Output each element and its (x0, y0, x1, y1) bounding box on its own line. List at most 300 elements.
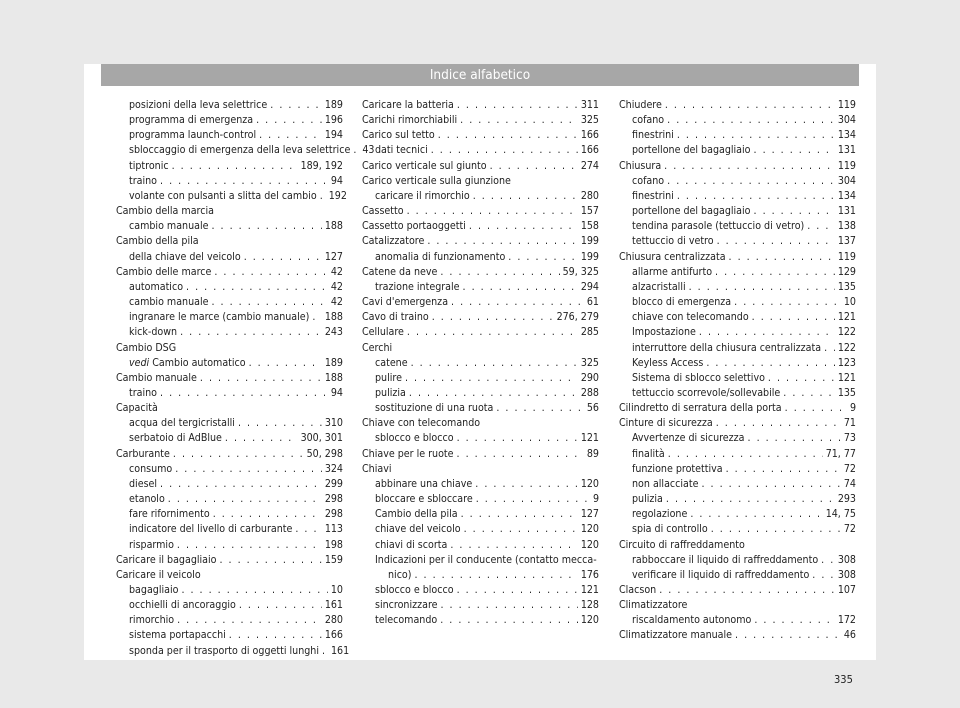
index-subentry (116, 174, 343, 189)
dot-leader (666, 492, 835, 507)
entry-term (129, 522, 292, 537)
index-heading (362, 310, 599, 325)
entry-term (632, 356, 703, 371)
entry-term (632, 325, 696, 340)
entry-text: Climatizzatore (619, 599, 688, 612)
entry-text: abbinare una chiave (375, 477, 473, 490)
page-ref: 199 (580, 250, 599, 263)
page-ref: 42 (330, 280, 343, 293)
dot-leader (440, 265, 559, 280)
page-ref: 122 (837, 341, 856, 354)
index-subentry (362, 431, 599, 446)
index-subentry (619, 174, 856, 189)
index-subentry (362, 356, 599, 371)
dot-leader (414, 568, 577, 583)
dot-leader (409, 386, 578, 401)
entry-text: serbatoio di AdBlue (129, 432, 222, 445)
index-subentry (116, 219, 343, 234)
entry-text: Caricare il veicolo (116, 568, 201, 581)
entry-text: riscaldamento autonomo (632, 614, 752, 627)
entry-term (632, 522, 708, 537)
entry-term (129, 628, 226, 643)
page-ref: 119 (837, 99, 856, 111)
entry-text: Avvertenze di sicurezza (632, 432, 745, 445)
page-ref: 274 (580, 159, 599, 172)
index-heading (116, 371, 343, 386)
entry-text: Chiave per le ruote (362, 447, 454, 460)
dot-leader (160, 477, 322, 492)
entry-term (129, 143, 350, 158)
entry-text: ingranare le marce (cambio manuale) (129, 311, 310, 324)
dot-leader (220, 553, 322, 568)
entry-text: Carburante (116, 447, 170, 460)
entry-term (362, 128, 435, 143)
entry-text: pulizia (375, 386, 406, 399)
entry-term (129, 159, 169, 174)
index-subentry (362, 371, 599, 386)
entry-term (632, 143, 751, 158)
index-subentry (116, 628, 343, 643)
entry-term (129, 507, 210, 522)
entry-text: automatico (129, 280, 184, 293)
dot-leader (229, 628, 322, 643)
entry-term (619, 250, 726, 265)
index-subentry (619, 325, 856, 340)
page-ref: 300, 301 (300, 432, 343, 445)
index-subentry (116, 159, 343, 174)
entry-text: programma launch-control (129, 129, 257, 142)
index-subentry (619, 371, 856, 386)
entry-text: nico) (388, 568, 412, 581)
page-ref: 310 (324, 417, 343, 430)
entry-text: Catalizzatore (362, 235, 425, 248)
entry-term (632, 310, 749, 325)
entry-term (632, 189, 674, 204)
entry-text: Impostazione (632, 326, 696, 339)
page-ref: 42 (330, 296, 343, 309)
entry-term (632, 553, 818, 568)
index-heading (619, 159, 856, 174)
page-ref: 119 (837, 250, 856, 263)
index-subentry (362, 143, 599, 158)
index-heading (619, 401, 856, 416)
dot-leader (824, 341, 835, 356)
entry-term (362, 113, 457, 128)
dot-leader (717, 234, 835, 249)
index-subentry (619, 447, 856, 462)
page-ref: 73 (843, 432, 856, 445)
page-ref: 120 (580, 614, 599, 627)
entry-text: sblocco e blocco (375, 432, 454, 445)
entry-term (619, 401, 782, 416)
dot-leader (213, 507, 322, 522)
page-ref: 59, 325 (562, 265, 599, 278)
index-heading (362, 462, 599, 477)
index-column-3 (619, 98, 856, 644)
dot-leader (690, 507, 822, 522)
entry-term (362, 234, 424, 249)
entry-term (632, 371, 765, 386)
index-heading (362, 204, 599, 219)
index-subentry (619, 265, 856, 280)
index-heading (362, 174, 599, 189)
entry-term (375, 598, 438, 613)
index-heading (362, 341, 599, 356)
entry-term (129, 431, 222, 446)
page-ref: 189 (324, 356, 343, 369)
page-ref: 137 (837, 235, 856, 248)
page-ref: 123 (837, 356, 856, 369)
page-ref: 119 (837, 159, 856, 172)
page-ref: 121 (837, 311, 856, 324)
index-subentry (619, 204, 856, 219)
page-ref: 10 (330, 584, 343, 596)
page-ref: 298 (324, 508, 343, 521)
page-header (101, 64, 859, 86)
page-ref: 122 (837, 326, 856, 339)
dot-leader (450, 538, 577, 553)
dot-leader (440, 613, 578, 628)
index-heading (362, 295, 599, 310)
index-heading (619, 598, 856, 613)
entry-text: Chiusura (619, 159, 662, 172)
entry-text: cambio manuale (129, 296, 209, 309)
dot-leader (821, 553, 835, 568)
dot-leader (214, 265, 328, 280)
dot-leader (702, 477, 841, 492)
index-subentry (116, 462, 343, 477)
entry-term (619, 98, 662, 113)
index-subentry (116, 598, 343, 613)
index-subentry (116, 280, 343, 295)
entry-text: Indicazioni per il conducente (contatto mecca- (375, 553, 597, 566)
index-heading (619, 583, 856, 598)
entry-term (362, 265, 437, 280)
entry-term (362, 447, 454, 462)
index-subentry (116, 295, 343, 310)
index-heading (116, 204, 343, 219)
entry-text: Caricare la batteria (362, 99, 454, 111)
index-heading (619, 250, 856, 265)
page-ref: 127 (580, 508, 599, 521)
dot-leader (322, 644, 328, 659)
page-ref: 158 (580, 220, 599, 233)
index-heading (116, 553, 343, 568)
index-subentry (116, 325, 343, 340)
entry-text: cambio manuale (129, 220, 209, 233)
page-title: Indice alfabetico (429, 67, 531, 83)
index-subentry (116, 492, 343, 507)
entry-text: portellone del bagagliaio (632, 144, 751, 157)
entry-text: etanolo (129, 493, 165, 506)
dot-leader (754, 613, 834, 628)
page-ref: 308 (837, 553, 856, 566)
entry-term (116, 553, 217, 568)
entry-text: finestrini (632, 129, 674, 142)
page-ref: 120 (580, 523, 599, 536)
index-subentry (619, 553, 856, 568)
dot-leader (211, 219, 321, 234)
index-subentry (619, 280, 856, 295)
entry-text: programma di emergenza (129, 114, 254, 127)
index-heading (116, 447, 343, 462)
entry-text: risparmio (129, 538, 174, 551)
index-subentry (116, 613, 343, 628)
page-ref: 176 (580, 568, 599, 581)
index-subentry (116, 538, 343, 553)
entry-text: posizioni della leva selettrice (129, 99, 268, 111)
dot-leader (464, 522, 578, 537)
entry-term (116, 371, 197, 386)
dot-leader (431, 143, 578, 158)
index-subentry (116, 356, 343, 371)
dot-leader (812, 568, 835, 583)
index-subentry (116, 522, 343, 537)
entry-term (632, 386, 780, 401)
entry-term (632, 295, 731, 310)
entry-term (632, 462, 723, 477)
entry-term (388, 568, 411, 583)
page-ref: 107 (837, 584, 856, 596)
dot-leader (270, 98, 322, 113)
page-ref: 14, 75 (825, 508, 856, 521)
entry-term (632, 204, 751, 219)
entry-text: rimorchio (129, 614, 175, 627)
dot-leader (473, 189, 578, 204)
entry-text: Cilindretto di serratura della porta (619, 402, 782, 415)
entry-text: Chiudere (619, 99, 662, 111)
dot-leader (259, 128, 322, 143)
index-subentry (362, 553, 599, 568)
dot-leader (457, 431, 578, 446)
dot-leader (783, 386, 835, 401)
page-ref: 188 (324, 311, 343, 324)
entry-text: sbloccaggio di emergenza della leva selettrice (129, 144, 351, 157)
page-ref: 120 (580, 477, 599, 490)
index-heading (116, 234, 343, 249)
page-ref: 189, 192 (300, 159, 343, 172)
index-subentry (362, 477, 599, 492)
entry-text: finestrini (632, 189, 674, 202)
page-ref: 94 (330, 174, 343, 187)
entry-term (632, 492, 663, 507)
entry-text: sblocco e blocco (375, 584, 454, 596)
index-subentry (362, 568, 599, 583)
page-ref: 159 (324, 553, 343, 566)
entry-text: Climatizzatore manuale (619, 629, 733, 642)
entry-term (129, 325, 177, 340)
page-ref: 9 (849, 402, 856, 415)
entry-term (375, 492, 473, 507)
dot-leader (689, 280, 835, 295)
page-ref: 71 (843, 417, 856, 430)
page-ref: 157 (580, 205, 599, 218)
entry-term (129, 538, 174, 553)
index-subentry (116, 113, 343, 128)
entry-term (632, 174, 664, 189)
page-ref: 121 (580, 584, 599, 596)
entry-term (362, 310, 429, 325)
dot-leader (225, 431, 298, 446)
index-subentry (619, 568, 856, 583)
entry-text: blocco di emergenza (632, 296, 732, 309)
entry-term (129, 598, 236, 613)
entry-text: Cavi d'emergenza (362, 296, 449, 309)
page-ref: 46 (843, 629, 856, 642)
dot-leader (463, 280, 578, 295)
index-heading (116, 341, 343, 356)
entry-text: Circuito di raffreddamento (619, 538, 745, 551)
entry-text: Cambio delle marce (116, 265, 212, 278)
entry-text: Cambio automatico (149, 356, 246, 369)
page-ref: 161 (324, 599, 343, 612)
page-ref: 129 (837, 265, 856, 278)
dot-leader (667, 174, 835, 189)
page-number: 335 (834, 673, 853, 686)
dot-leader (200, 371, 322, 386)
dot-leader (475, 477, 578, 492)
entry-text: verificare il liquido di raffreddamento (632, 568, 810, 581)
page-ref: 243 (324, 326, 343, 339)
index-subentry (619, 128, 856, 143)
dot-leader (754, 204, 835, 219)
entry-text: caricare il rimorchio (375, 189, 470, 202)
page-ref: 293 (837, 493, 856, 506)
entry-term (632, 507, 687, 522)
entry-term (129, 98, 267, 113)
page-ref: 43 (362, 144, 375, 157)
entry-text: bloccare e sbloccare (375, 493, 473, 506)
dot-leader (490, 159, 578, 174)
entry-term (619, 416, 713, 431)
index-column-1 (116, 98, 375, 659)
page-ref: 134 (837, 189, 856, 202)
dot-leader (181, 583, 327, 598)
page-ref: 276, 279 (556, 311, 599, 324)
page-ref: 189 (324, 99, 343, 111)
page-ref: 134 (837, 129, 856, 142)
entry-text: Cassetto portaoggetti (362, 220, 466, 233)
page-ref: 304 (837, 114, 856, 127)
entry-term (129, 113, 253, 128)
entry-text: Cambio della pila (375, 508, 458, 521)
entry-text: sponda per il trasporto di oggetti lunghi (129, 644, 319, 657)
page-ref: 285 (580, 326, 599, 339)
dot-leader (438, 128, 578, 143)
page-ref: 280 (324, 614, 343, 627)
entry-text: interruttore della chiusura centralizzata (632, 341, 822, 354)
index-subentry (362, 492, 599, 507)
page-ref: 198 (324, 538, 343, 551)
entry-text: volante con pulsanti a slitta del cambio (129, 189, 317, 202)
entry-term (116, 265, 211, 280)
entry-term (375, 356, 408, 371)
index-subentry (619, 143, 856, 158)
dot-leader (457, 583, 578, 598)
page-ref: 135 (837, 280, 856, 293)
entry-text: Catene da neve (362, 265, 438, 278)
dot-leader (715, 265, 835, 280)
entry-text: Cambio della marcia (116, 205, 214, 218)
entry-text: kick-down (129, 326, 178, 339)
dot-leader (807, 219, 835, 234)
index-heading (362, 113, 599, 128)
entry-term (375, 538, 447, 553)
index-subentry (619, 507, 856, 522)
index-subentry (619, 310, 856, 325)
page-ref: 89 (586, 447, 599, 460)
dot-leader (659, 583, 835, 598)
dot-leader (457, 98, 578, 113)
entry-text: catene (375, 356, 408, 369)
page-ref: 325 (580, 114, 599, 127)
page-ref: 280 (580, 189, 599, 202)
page-ref: 120 (580, 538, 599, 551)
entry-text: regolazione (632, 508, 688, 521)
dot-leader (411, 356, 578, 371)
entry-term (375, 280, 460, 295)
page-ref: 127 (324, 250, 343, 263)
dot-leader (407, 204, 578, 219)
index-subentry (619, 219, 856, 234)
entry-term (129, 128, 256, 143)
page-ref: 50, 298 (306, 447, 343, 460)
index-subentry (116, 477, 343, 492)
index-heading (116, 265, 343, 280)
dot-leader (177, 538, 322, 553)
index-subentry (619, 234, 856, 249)
entry-term (129, 644, 319, 659)
index-subentry (116, 310, 343, 325)
index-subentry (116, 583, 343, 598)
entry-text: anomalia di funzionamento (375, 250, 506, 263)
page-ref: 161 (330, 644, 350, 657)
entry-text: Keyless Access (632, 356, 704, 369)
index-heading (619, 628, 856, 643)
entry-text: Chiavi (362, 462, 392, 475)
dot-leader (160, 174, 328, 189)
entry-text: cofano (632, 174, 665, 187)
entry-term (375, 371, 402, 386)
entry-text: pulizia (632, 493, 663, 506)
dot-leader (295, 522, 321, 537)
entry-term (362, 219, 466, 234)
entry-term (129, 310, 309, 325)
index-heading (116, 401, 343, 416)
entry-term (129, 492, 165, 507)
page-ref: 311 (580, 99, 599, 111)
page-ref: 304 (837, 174, 856, 187)
dot-leader (427, 234, 577, 249)
page-ref: 166 (580, 144, 599, 157)
entry-text: occhielli di ancoraggio (129, 599, 236, 612)
entry-term (632, 568, 809, 583)
entry-term (129, 189, 317, 204)
dot-leader (353, 143, 359, 158)
dot-leader (457, 447, 584, 462)
page-ref: 166 (580, 129, 599, 142)
index-subentry (116, 98, 343, 113)
entry-text: dati tecnici (375, 144, 428, 157)
dot-leader (668, 447, 823, 462)
entry-text: Cambio manuale (116, 371, 197, 384)
entry-text: acqua del tergicristalli (129, 417, 235, 430)
entry-term (129, 462, 172, 477)
entry-text: Cambio della pila (116, 235, 199, 248)
dot-leader (249, 356, 322, 371)
dot-leader (460, 113, 578, 128)
page-ref: 298 (324, 493, 343, 506)
